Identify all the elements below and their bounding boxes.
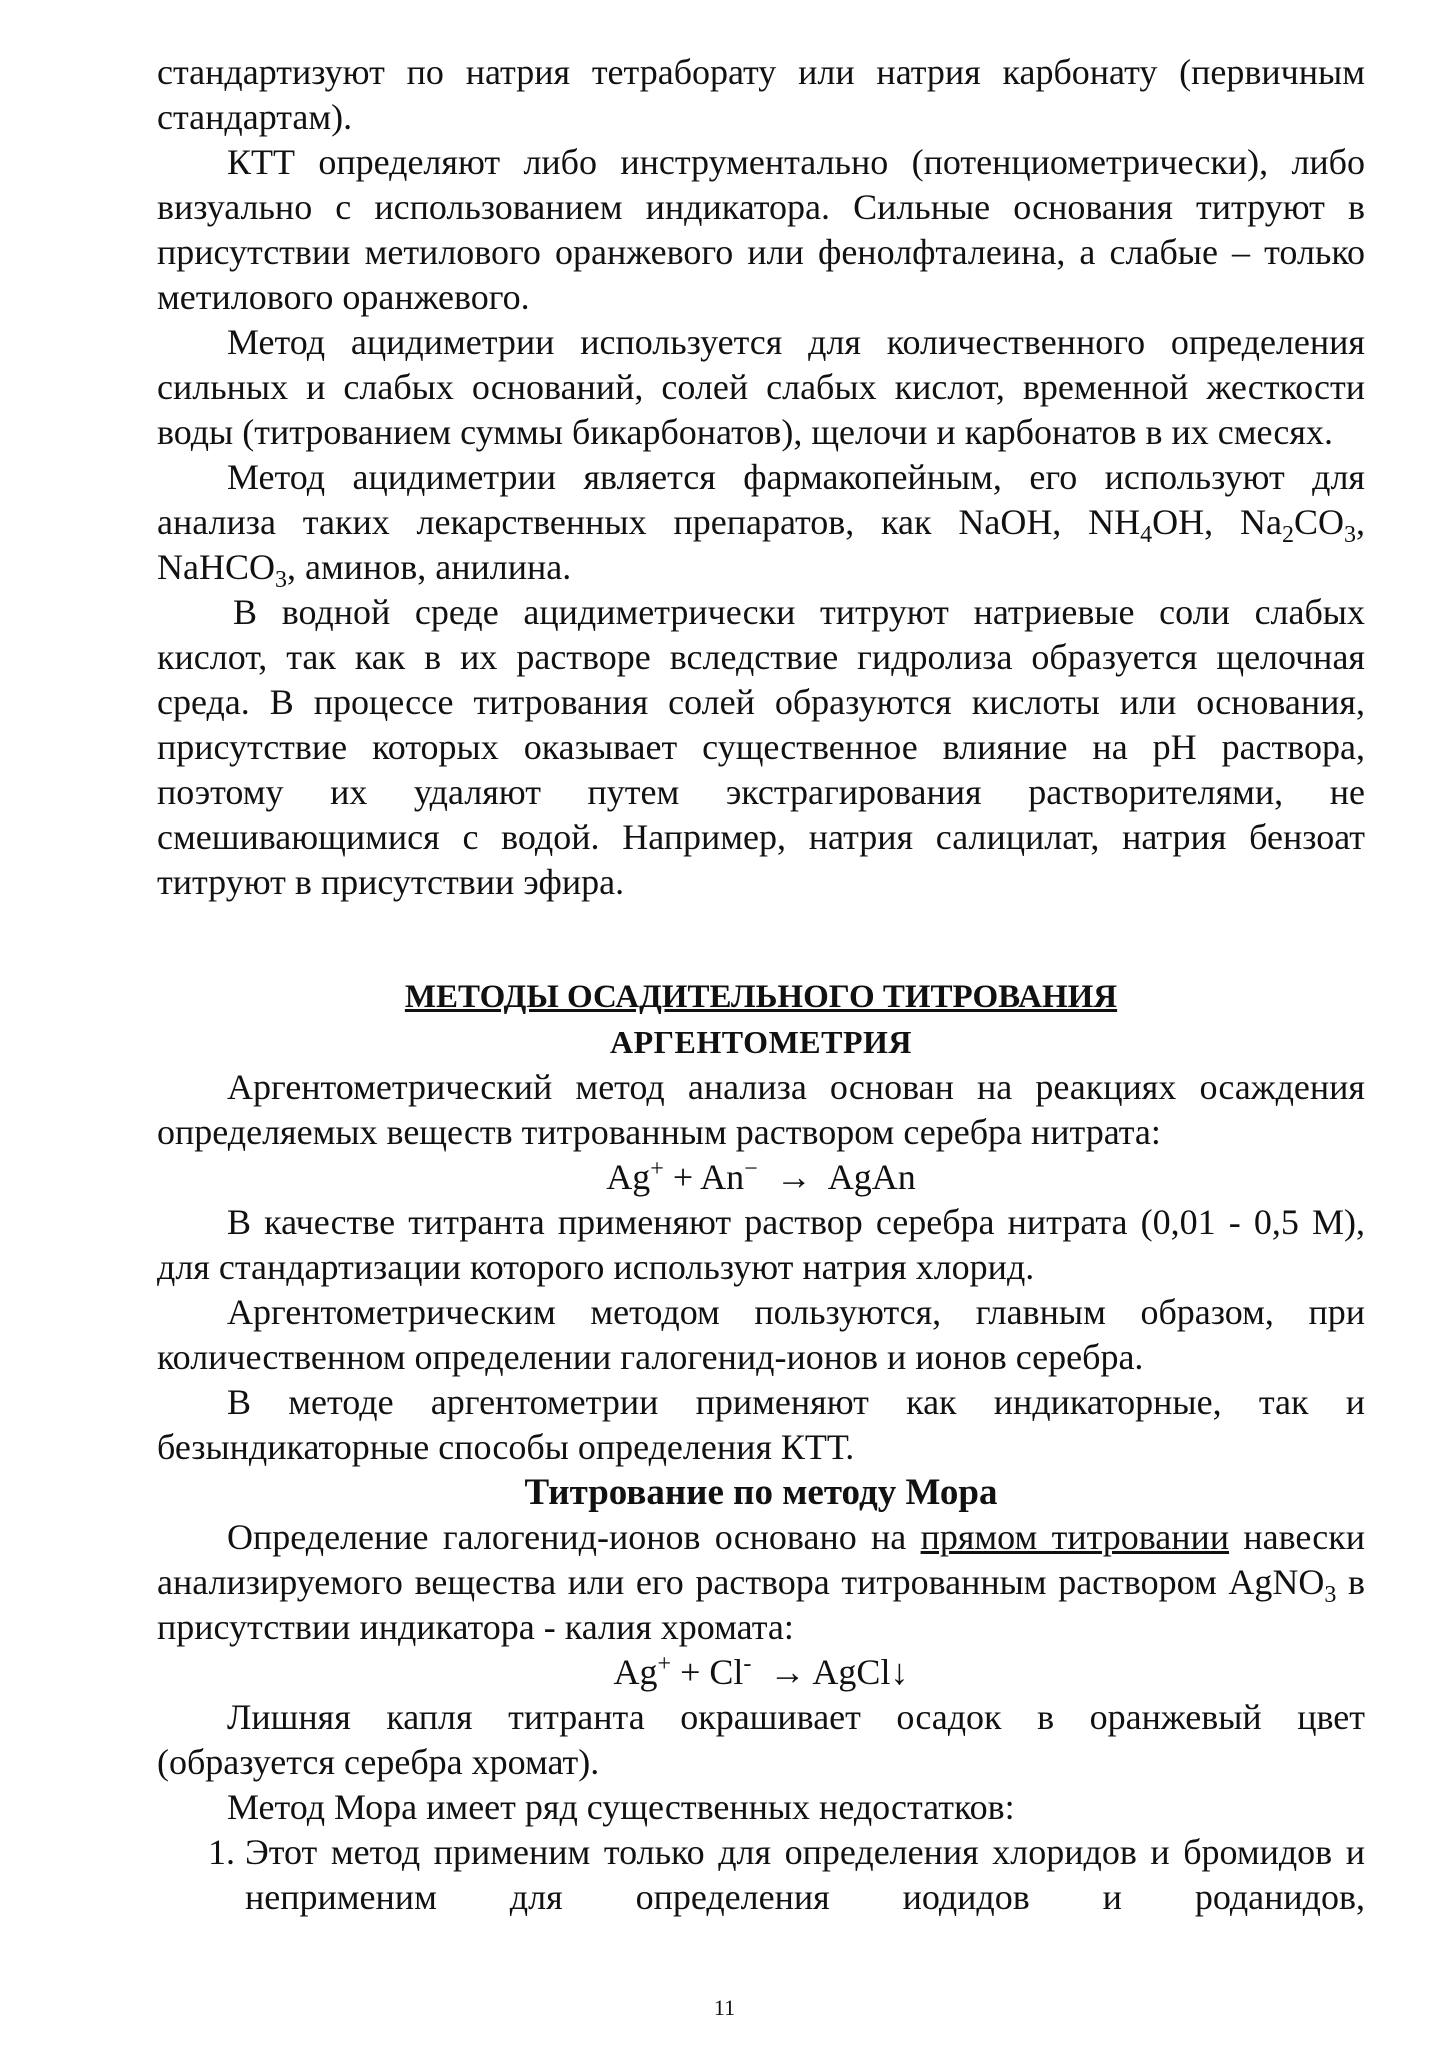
equation [157, 1650, 1365, 1695]
subscript: 3 [1324, 1582, 1337, 1609]
eq-part: + An [663, 1157, 745, 1197]
eq-part: Ag [606, 1157, 651, 1197]
superscript: + [657, 1651, 672, 1677]
paragraph: Метод ацидиметрии используется для количественного определения сильных и слабых оснований, солей слабых кислот, временной жесткости воды (титрованием суммы бикарбонатов), щелочи и карбонатов в их смесях. [157, 322, 1365, 452]
paragraph: Аргентометрический метод анализа основан на реакциях осаждения определяемых веществ титрованным раствором серебра нитрата: [157, 1067, 1365, 1152]
text-run: CO [1293, 502, 1344, 542]
text-run: Метод ацидиметрии является фармакопейным, его используют для анализа таких лекарственных препаратов, как NaOH, NH [157, 457, 1365, 542]
paragraph: Аргентометрическим методом пользуются, главным образом, при количественном определении галогенид-ионов и ионов серебра. [157, 1292, 1365, 1377]
paragraph: Метод Мора имеет ряд существенных недостатков: [227, 1787, 1015, 1827]
paragraph: В водной среде ацидиметрически титруют натриевые соли слабых кислот, так как в их растворе вследствие гидролиза образуется щелочная среда. В процессе титрования солей образуются кислоты или основания, присутствие которых оказывает существенное влияние на рН раствора, поэтому их удаляют путем экстрагирования растворителями, не смешивающимися с водой. Например, натрия салицилат, натрия бензоат титруют в присутствии эфира. [157, 592, 1365, 902]
list-item [157, 1830, 1365, 1920]
document-page [157, 50, 1365, 1920]
page-number: 11 [713, 1995, 736, 2020]
section-subtitle: АРГЕНТОМЕТРИЯ [610, 1024, 912, 1060]
list-text: Этот метод применим только для определения хлоридов и бромидов и неприменим для определения иодидов и роданидов, [245, 1832, 1365, 1917]
section-spacer [157, 905, 1365, 975]
eq-part: + Cl [671, 1652, 744, 1692]
subsection-title: Титрование по методу Мора [524, 1472, 998, 1513]
text-run: , NaHCO [157, 502, 1365, 587]
text-run: Определение галогенид-ионов основано на [227, 1517, 921, 1557]
text-run: в присутствии индикатора - калия хромата: [157, 1562, 1365, 1647]
underlined-text: прямом титровании [920, 1517, 1230, 1557]
eq-part: → AgCl↓ [751, 1652, 909, 1692]
paragraph [157, 455, 1365, 594]
section-title: МЕТОДЫ ОСАДИТЕЛЬНОГО ТИТРОВАНИЯ [404, 979, 1118, 1015]
paragraph: стандартизуют по натрия тетраборату или натрия карбонату (первичным стандартам). [157, 52, 1365, 137]
superscript: - [743, 1651, 752, 1677]
text-run: навески анализируемого вещества или его раствора титрованным раствором AgNO [157, 1517, 1366, 1602]
text-run: , аминов, анилина. [286, 547, 572, 587]
equation [157, 1155, 1365, 1200]
superscript: − [744, 1156, 758, 1182]
paragraph: КТТ определяют либо инструментально (потенциометрически), либо визуально с использованием индикатора. Сильные основания титруют в присутствии метилового оранжевого или фенолфталеина, а слабые – только метилового оранжевого. [157, 142, 1365, 317]
paragraph: В методе аргентометрии применяют как индикаторные, так и безындикаторные способы определения КТТ. [157, 1382, 1365, 1467]
subscript: 3 [1343, 522, 1356, 549]
superscript: + [650, 1156, 664, 1182]
paragraph [157, 1515, 1365, 1650]
paragraph: Лишняя капля титранта окрашивает осадок в оранжевый цвет (образуется серебра хромат). [157, 1697, 1365, 1782]
text-run: OH, Na [1152, 502, 1282, 542]
eq-part: → AgAn [757, 1157, 916, 1197]
eq-part: Ag [613, 1652, 658, 1692]
subscript: 3 [274, 567, 287, 594]
subscript: 4 [1140, 522, 1153, 549]
subscript: 2 [1281, 522, 1294, 549]
paragraph: В качестве титранта применяют раствор серебра нитрата (0,01 - 0,5 М), для стандартизации которого используют натрия хлорид. [157, 1202, 1365, 1287]
list-number: 1. [208, 1832, 235, 1872]
